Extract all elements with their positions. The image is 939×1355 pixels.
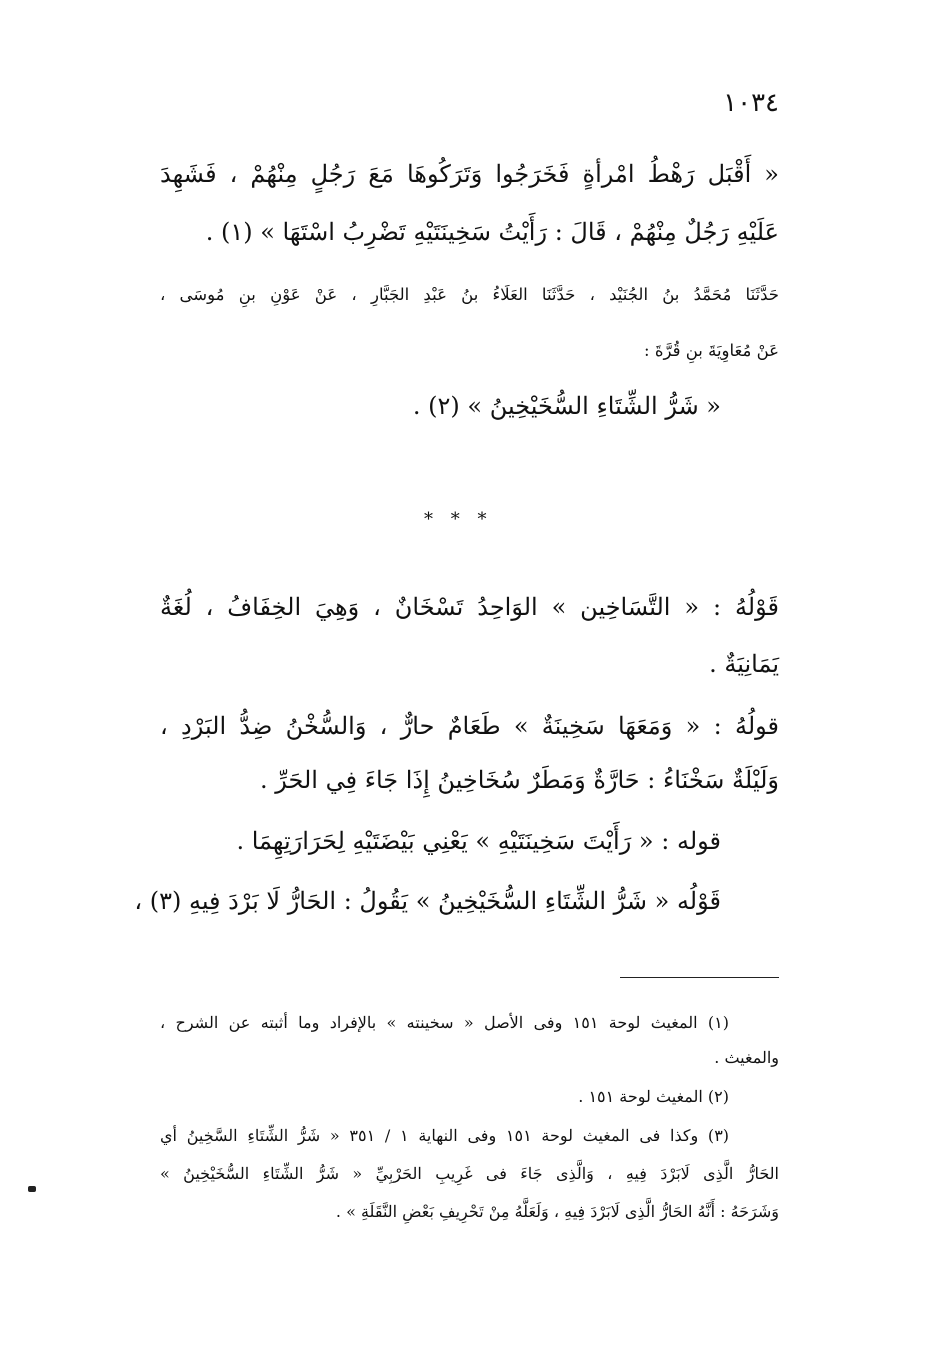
section-separator: * * * [424,509,493,530]
footnote-1-line-2: والمغيث . [714,1048,779,1067]
commentary-p2-line-1: قولُهُ : « وَمَعَهَا سَخِينَةٌ » طَعَامٌ حارٌّ ، وَالسُّخْنُ ضِدُّ البَرْدِ ، [160,712,779,740]
hadith-2: « شَرُّ الشِّتَاءِ السُّخَيْخِينُ » (٢) . [412,392,721,420]
commentary-p2-line-2: وَلَيْلَةٌ سَخْنَاءُ : حَارَّةٌ وَمَطَرٌ سُخَاخِينُ إِذَا جَاءَ فِي الحَرِّ . [260,766,779,794]
footnote-1-line-1: (١) المغيث لوحة ١٥١ وفى الأصل « سخينته » بالإفراد وما أثبته عن الشرح ، [160,1013,730,1032]
margin-mark [28,1186,36,1192]
page-number: ١٠٣٤ [723,88,779,118]
footnote-3-line-2: الحَارُّ الَّذِى لَابَرْدَ فِيهِ ، وَالَّذِى جَاءَ فى غَرِيبِ الحَرْبِيِّ « شَرُّ الشِّتَاءِ السُّخَيْخِينُ » [160,1164,779,1183]
commentary-p4: قَوْلُه « شَرُّ الشِّتَاءِ السُّخَيْخِينُ » يَقُولُ : الحَارُّ لَا بَرْدَ فِيهِ (٣) ، [134,887,721,915]
main-text-line-1: « أَقْبَل رَهْطُ امْرأةٍ فَخَرَجُوا وَتَرَكُوهَا مَعَ رَجُلٍ مِنْهُمْ ، فَشَهِدَ [160,160,779,188]
main-text-line-2: عَلَيْهِ رَجُلٌ مِنْهُمْ ، قَالَ : رَأَيْتُ سَخِينَتَيْهِ تَضْرِبُ اسْتَهَا » (١) . [205,218,779,246]
footnote-3-line-3: وَشَرَحَهُ : أَنَّهُ الحَارُّ الَّذِى لَابَرْدَ فِيهِ ، وَلَعَلَّهُ مِنْ تَحْرِيفِ بَعْضِ النَّقَلَةِ » . [335,1202,779,1221]
footnote-divider [620,977,779,978]
commentary-p3: قوله : « رَأَيْتَ سَخِينَتَيْهِ » يَعْنِي بَيْضَتَيْهِ لِحَرَارَتِهِمَا . [236,827,721,855]
isnad-line-1: حَدَّثَنَا مُحَمَّدُ بنُ الجُنَيْد ، حَدَّثَنَا العَلَاءُ بنُ عَبْدِ الجَبَّارِ ، عَنْ عَوْنِ بنِ مُوسَى ، [160,285,779,304]
footnote-2: (٢) المغيث لوحة ١٥١ . [578,1087,729,1106]
footnote-3-line-1: (٣) وكذا فى المغيث لوحة ١٥١ وفى النهاية ١ / ٣٥١ « شَرُّ الشِّتَاءِ السَّخِينُ أي [160,1126,730,1145]
commentary-p1-line-2: يَمَانِيَةٌ . [709,650,779,678]
commentary-p1-line-1: قَوْلُهُ : « التَّسَاخِين » الوَاحِدُ تَسْخَانٌ ، وَهِيَ الخِفَافُ ، لُغَةٌ [160,593,779,621]
isnad-line-2: عَنْ مُعَاوِيَةَ بنِ قُرَّةَ : [644,341,779,360]
